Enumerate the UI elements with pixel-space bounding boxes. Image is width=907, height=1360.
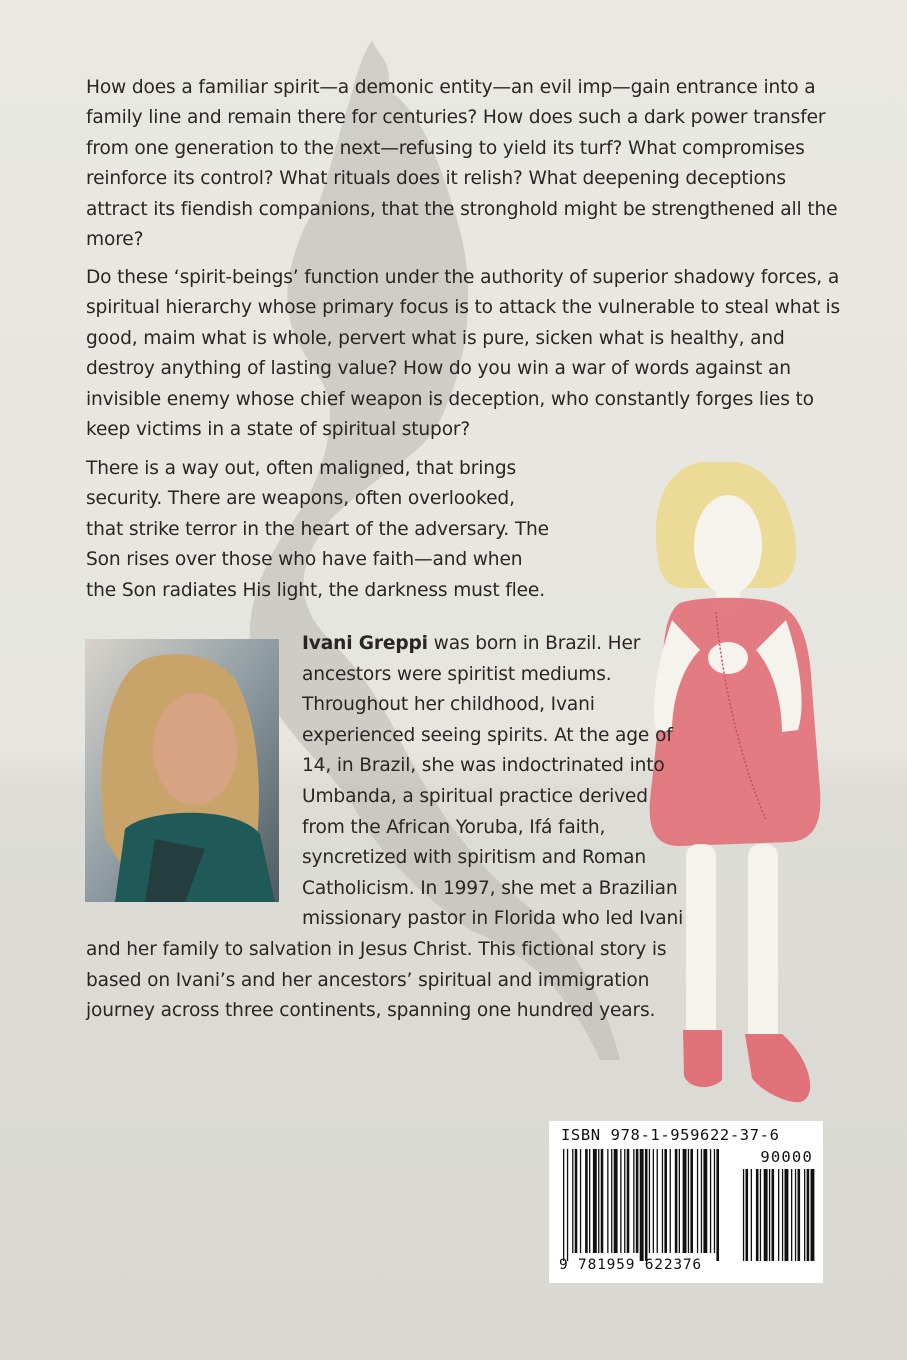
addon-bar xyxy=(778,1169,779,1261)
girl-left-shoe xyxy=(683,1030,722,1087)
addon-bar xyxy=(811,1169,815,1261)
barcode-bar xyxy=(716,1149,719,1261)
barcode-bar xyxy=(575,1149,578,1253)
barcode-bar xyxy=(703,1149,707,1253)
barcode-bar xyxy=(690,1149,693,1253)
barcode-bar xyxy=(572,1149,573,1253)
ean-number: 9 781959 622376 xyxy=(559,1257,702,1273)
addon-bar xyxy=(746,1169,749,1261)
blurb-paragraph-3: There is a way out, often maligned, that brings security. There are weapons, often overlooked, that strike terror in the heart of the adversary. The Son rises over those who have faith—and when the Son radiates His light, the darkness must flee. xyxy=(86,458,549,601)
barcode-bar xyxy=(710,1149,711,1253)
barcode-bar xyxy=(675,1149,678,1253)
addon-bar xyxy=(798,1169,801,1261)
addon-bar xyxy=(751,1169,752,1261)
barcode-bar xyxy=(688,1149,689,1253)
barcode-bar xyxy=(701,1149,702,1253)
girl-right-leg xyxy=(748,844,778,1044)
barcode-bar xyxy=(640,1149,644,1261)
barcode-bar xyxy=(683,1149,687,1253)
author-bio-text: was born in Brazil. Her ancestors were spiritist mediums. Throughout her childhood, Ivani experienced seeing spirits. At the age of 14, in Brazil, she was indoctrinated into Umbanda, a spiritual practice derived from the African Yoruba, Ifá faith, syncretized with spiritism and Roman Catholicism. In 1997, she met a Brazilian missionary pastor in Florida who led Ivani and her family to salvation in Jesus Christ. This fictional story is based on Ivani’s and her ancestors’ spiritual and immigration journey across three continents, spanning one hundred years. xyxy=(86,633,684,1022)
barcode-bar xyxy=(601,1149,604,1253)
barcode-bar xyxy=(679,1149,680,1253)
barcode-bar xyxy=(611,1149,612,1253)
addon-bar xyxy=(743,1169,744,1261)
isbn-barcode xyxy=(549,1121,823,1283)
barcode-bar xyxy=(624,1149,625,1253)
addon-bar xyxy=(760,1169,761,1261)
addon-bar xyxy=(782,1169,783,1261)
addon-bar xyxy=(785,1169,789,1261)
barcode-bar xyxy=(657,1149,658,1253)
barcode-bar xyxy=(636,1149,639,1253)
addon-bar xyxy=(772,1169,775,1261)
girl-right-shoe xyxy=(745,1034,810,1102)
blurb-paragraph-2: Do these ‘spirit-beings’ function under the authority of superior shadowy forces, a spiritual hierarchy whose primary focus is to attack the vulnerable to steal what is good, maim what is whole, pervert what is pure, sicken what is healthy, and destroy anything of lasting value? How do you win a war of words against an invisible enemy whose chief weapon is deception, who constantly forges lies to keep victims in a state of spiritual stupor? xyxy=(86,267,841,441)
bio-photo-spacer xyxy=(86,629,302,915)
girl-hands xyxy=(708,642,748,674)
addon-bar xyxy=(764,1169,768,1261)
barcode-bar xyxy=(627,1149,630,1253)
barcode-bar xyxy=(598,1149,599,1253)
barcode-bar xyxy=(589,1149,590,1253)
barcode-bar xyxy=(714,1149,715,1253)
author-name: Ivani Greppi xyxy=(302,633,428,654)
barcode-bar xyxy=(664,1149,667,1253)
barcode-bar xyxy=(633,1149,634,1253)
barcode-bar xyxy=(614,1149,618,1253)
barcode-bar xyxy=(563,1149,564,1261)
addon-bar xyxy=(795,1169,796,1261)
addon-bar xyxy=(804,1169,805,1261)
barcode-bar xyxy=(645,1149,648,1261)
barcode-bar xyxy=(567,1149,568,1261)
girl-face xyxy=(694,495,762,595)
blurb-paragraph-1: How does a familiar spirit—a demonic entity—an evil imp—gain entrance into a family line and remain there for centuries? How does such a dark power transfer from one generation to the next—refusing to yield its turf? What compromises reinforce its control? What rituals does it relish? What deepening deceptions attract its fiendish companions, that the stronghold might be strengthened all the more? xyxy=(86,77,838,251)
girl-left-leg xyxy=(686,844,716,1044)
barcode-bar xyxy=(649,1149,650,1253)
price-code: 90000 xyxy=(760,1148,813,1166)
barcode-bar xyxy=(653,1149,654,1253)
barcode-bar xyxy=(607,1149,608,1253)
barcode-bar xyxy=(580,1149,581,1253)
isbn-label: ISBN 978-1-959622-37-6 xyxy=(561,1126,780,1144)
barcode-bar xyxy=(697,1149,698,1253)
barcode-bar xyxy=(593,1149,597,1253)
addon-bar xyxy=(791,1169,792,1261)
barcode-bar xyxy=(670,1149,671,1253)
addon-bar xyxy=(769,1169,770,1261)
barcode-bar xyxy=(585,1149,588,1253)
barcode-bar xyxy=(620,1149,621,1253)
barcode-bar xyxy=(662,1149,663,1253)
addon-bar xyxy=(756,1169,759,1261)
author-bio xyxy=(86,629,686,1027)
addon-bar xyxy=(807,1169,810,1261)
